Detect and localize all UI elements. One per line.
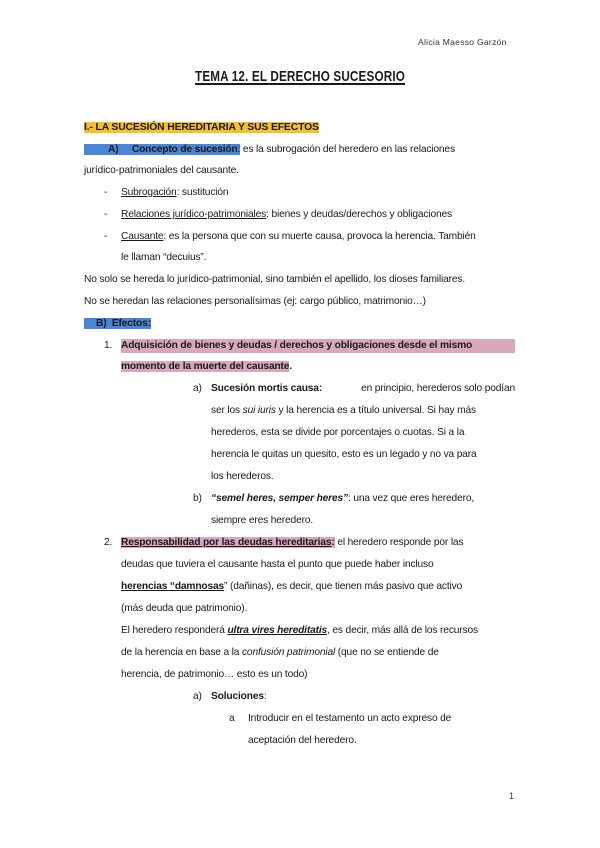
section-heading-text: I.- LA SUCESIÓN HEREDITARIA Y SUS EFECTOS bbox=[84, 122, 319, 133]
solutions-label: a) bbox=[193, 691, 202, 702]
effect-1-line-2: momento de la muerte del causante. bbox=[121, 361, 292, 372]
effect-2-line-4: (más deuda que patrimonio). bbox=[121, 603, 248, 614]
effect-2-para2-line-2: de la herencia en base a la confusión patrimonial (que no se entiende de bbox=[121, 647, 439, 658]
list-number: 1. bbox=[104, 340, 113, 351]
effect-2-para2-line-3: herencia, de patrimonio… esto es un todo) bbox=[121, 669, 308, 680]
sub-label-b: b) bbox=[193, 493, 202, 504]
effects-heading: B) Efectos: bbox=[84, 317, 151, 331]
list-number: 2. bbox=[104, 537, 113, 548]
bullet-causante-cont: le llaman “decuius”. bbox=[121, 252, 207, 263]
effect-1-line-1: Adquisición de bienes y deudas / derechos y obligaciones desde el mismo bbox=[121, 339, 515, 353]
bullet-dash: - bbox=[104, 187, 108, 198]
concept-line-2: jurídico-patrimoniales del causante. bbox=[84, 165, 239, 176]
sub-a-line-5: los herederos. bbox=[211, 471, 274, 482]
effect-2-line-1: Responsabilidad por las deudas hereditarias: el heredero responde por las bbox=[121, 537, 464, 548]
page-title: TEMA 12. EL DERECHO SUCESORIO bbox=[195, 68, 405, 85]
bullet-relaciones: Relaciones jurídico-patrimoniales: bienes y deudas/derechos y obligaciones bbox=[121, 209, 452, 220]
paragraph-heredar: No solo se hereda lo jurídico-patrimonial, sino también el apellido, los dioses familiares. bbox=[84, 274, 466, 285]
concept-label: A) Concepto de sucesión: bbox=[84, 144, 240, 155]
effect-2-line-3: herencias “damnosas” (dañinas), es decir, que tienen más pasivo que activo bbox=[121, 581, 463, 592]
effect-2-line-2: deudas que tuviera el causante hasta el punto que puede haber incluso bbox=[121, 559, 434, 570]
page-number: 1 bbox=[509, 791, 515, 801]
solution-label: a bbox=[229, 713, 235, 724]
sub-label-a: a) bbox=[193, 383, 202, 394]
header-author: Alicia Maesso Garzón bbox=[418, 37, 507, 47]
bullet-dash: - bbox=[104, 209, 108, 220]
sub-a-line-1: Sucesión mortis causa: en principio, herederos solo podían bbox=[211, 383, 515, 394]
bullet-subrogacion: Subrogación: sustitución bbox=[121, 187, 229, 198]
section-heading bbox=[84, 121, 319, 135]
sub-a-line-4: herencia le quitas un quesito, esto es un legado y no va para bbox=[211, 449, 477, 460]
sub-b-line-1: “semel heres, semper heres”: una vez que eres heredero, bbox=[211, 493, 475, 504]
bullet-dash: - bbox=[104, 231, 108, 242]
sub-a-line-3: herederos, esta se divide por porcentajes o cuotas. Si a la bbox=[211, 427, 465, 438]
sub-a-line-2: ser los sui iuris y la herencia es a título universal. Si hay más bbox=[211, 405, 476, 416]
sub-b-line-2: siempre eres heredero. bbox=[211, 515, 314, 526]
concept-line-1: A) Concepto de sucesión: es la subrogación del heredero en las relaciones bbox=[84, 143, 514, 157]
solutions-title: Soluciones: bbox=[211, 691, 267, 702]
solution-line-1: Introducir en el testamento un acto expreso de bbox=[248, 713, 452, 724]
solution-line-2: aceptación del heredero. bbox=[248, 735, 357, 746]
effect-2-para2-line-1: El heredero responderá ultra vires hereditatis, es decir, más allá de los recursos bbox=[121, 625, 478, 636]
paragraph-no-heredar: No se heredan las relaciones personalísimas (ej: cargo público, matrimonio…) bbox=[84, 296, 426, 307]
bullet-causante: Causante: es la persona que con su muerte causa, provoca la herencia. También bbox=[121, 231, 476, 242]
